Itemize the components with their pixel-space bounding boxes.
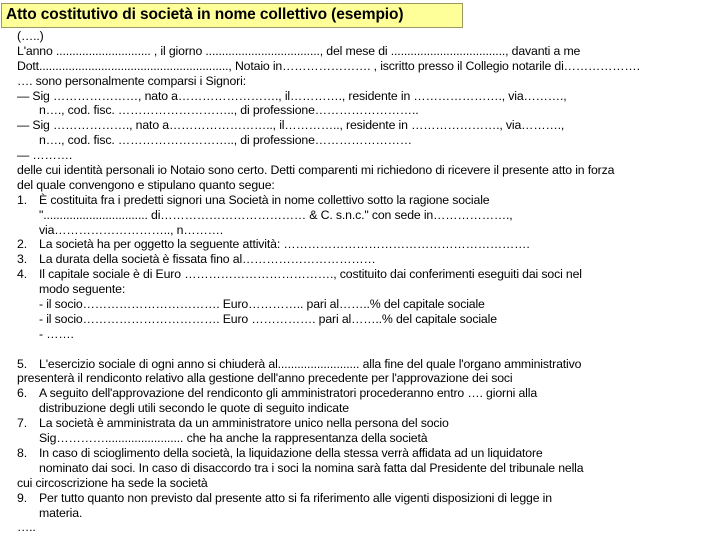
document-line	[17, 103, 720, 118]
line-text: delle cui identità personali io Notaio sono certo. Detti comparenti mi richiedono di ricevere il presente atto in forza	[17, 163, 615, 178]
document-body	[17, 29, 720, 535]
item-number: 2.	[17, 237, 27, 252]
document-line	[17, 282, 720, 297]
line-text: Per tutto quanto non previsto dal presente atto si fa riferimento alle vigenti disposizioni di legge in	[39, 490, 552, 505]
line-text: cui circoscrizione ha sede la società	[17, 475, 208, 490]
item-number: 6.	[17, 386, 27, 401]
document-line	[17, 148, 720, 163]
line-text: modo seguente:	[39, 282, 126, 297]
line-text: Sig…………........................ che ha anche la rappresentanza della società	[39, 431, 428, 446]
document-line	[17, 461, 720, 476]
line-text: del quale convengono e stipulano quanto segue:	[17, 177, 275, 192]
numbered-line	[17, 491, 720, 506]
line-text: - …….	[39, 326, 74, 341]
line-text: …..	[17, 520, 36, 535]
document-line	[17, 431, 720, 446]
line-text: La società è amministrata da un amministratore unico nella persona del socio	[39, 416, 449, 431]
line-text: n…., cod. fisc. ……………………….., di professione……………………..	[39, 103, 419, 118]
line-text: — ……….	[17, 148, 73, 163]
document-line	[17, 476, 720, 491]
document-line	[17, 342, 720, 357]
document-line	[17, 133, 720, 148]
line-text: - il socio……………………………. Euro ……………. pari al……..% del capitale sociale	[39, 311, 497, 326]
title-box	[1, 3, 463, 28]
numbered-line	[17, 386, 720, 401]
numbered-line	[17, 237, 720, 252]
document-line	[17, 178, 720, 193]
document-line	[17, 44, 720, 59]
numbered-line	[17, 357, 720, 372]
line-text: "................................ di……………………………… & C. s.n.c." con sede in……………….,	[39, 207, 513, 222]
line-text: via……………………….., n……….	[39, 222, 224, 237]
item-number: 3.	[17, 252, 27, 267]
numbered-line	[17, 193, 720, 208]
line-text: - il socio……………………………. Euro………….. pari al……..% del capitale sociale	[39, 297, 485, 312]
document-line	[17, 59, 720, 74]
numbered-line	[17, 252, 720, 267]
document-line	[17, 74, 720, 89]
document-line	[17, 29, 720, 44]
line-text: La durata della società è fissata fino al……………………………	[39, 252, 376, 267]
line-text: In caso di scioglimento della società, la liquidazione della stessa verrà affidata ad un liquidatore	[39, 445, 543, 460]
line-text: Dott.........................................................., Notaio in…………………. , iscritto presso il Collegio notarile di……………….	[17, 58, 640, 73]
document-line	[17, 163, 720, 178]
document-line	[17, 506, 720, 521]
line-text: È costituita fra i predetti signori una Società in nome collettivo sotto la ragione sociale	[39, 192, 490, 207]
item-number: 7.	[17, 416, 27, 431]
line-text: n…., cod. fisc. ……………………….., di professione……………………	[39, 133, 412, 148]
document-title: Atto costitutivo di società in nome collettivo (esempio)	[6, 6, 404, 23]
line-text: materia.	[39, 505, 83, 520]
line-text: La società ha per oggetto la seguente attività: …………………………………………………….	[39, 237, 530, 252]
line-text: Il capitale sociale è di Euro ………………………………., costituito dai conferimenti eseguiti dai soci nel	[39, 267, 582, 282]
item-number: 1.	[17, 192, 27, 207]
line-text: distribuzione degli utili secondo le quote di seguito indicate	[39, 401, 349, 416]
item-number: 9.	[17, 490, 27, 505]
numbered-line	[17, 446, 720, 461]
line-text: nominato dai soci. In caso di disaccordo tra i soci la nomina sarà fatta dal Presidente del tribunale nella	[39, 460, 584, 475]
line-text: — Sig …………………, nato a……………………., il…………., residente in …………………., via……….,	[17, 88, 567, 103]
line-text: L'anno ............................. , il giorno ..................................., del mese di ..................................., davanti a me	[17, 43, 581, 58]
item-number: 5.	[17, 356, 27, 371]
document-line	[17, 327, 720, 342]
document-line	[17, 89, 720, 104]
document-line	[17, 401, 720, 416]
document-line	[17, 118, 720, 133]
line-text: A seguito dell'approvazione del rendiconto gli amministratori procederanno entro …. giorni alla	[39, 386, 538, 401]
document-line	[17, 223, 720, 238]
document-line	[17, 312, 720, 327]
item-number: 4.	[17, 267, 27, 282]
document-line	[17, 520, 720, 535]
line-text: presenterà il rendiconto relativo alla gestione dell'anno precedente per l'approvazione dei soci	[17, 371, 513, 386]
item-number: 8.	[17, 445, 27, 460]
line-text: — Sig ………………., nato a…………………….., il………….., residente in …………………., via……….,	[17, 118, 565, 133]
line-text: L'esercizio sociale di ogni anno si chiuderà al......................... alla fine del quale l'organo amministrativo	[39, 356, 582, 371]
document-line	[17, 208, 720, 223]
document-line	[17, 371, 720, 386]
document-line	[17, 297, 720, 312]
numbered-line	[17, 267, 720, 282]
line-text: (…..)	[17, 29, 44, 43]
numbered-line	[17, 416, 720, 431]
line-text: …. sono personalmente comparsi i Signori:	[17, 73, 246, 88]
